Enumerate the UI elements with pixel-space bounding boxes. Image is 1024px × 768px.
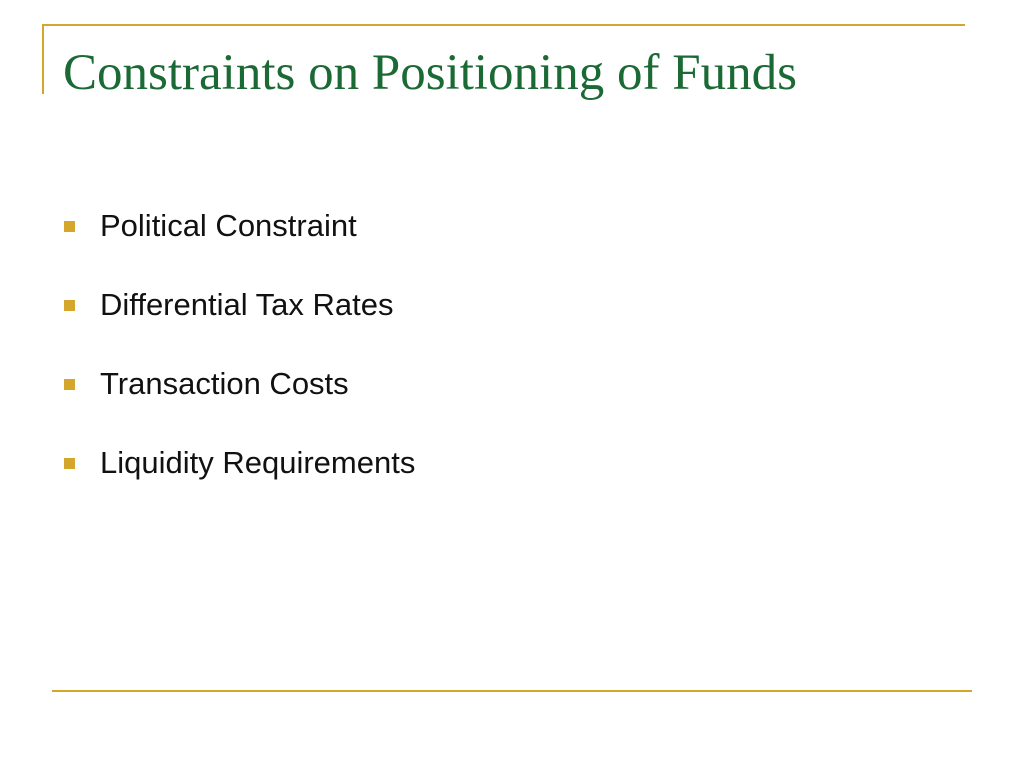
square-bullet-icon xyxy=(64,458,75,469)
slide-title: Constraints on Positioning of Funds xyxy=(63,45,797,101)
square-bullet-icon xyxy=(64,300,75,311)
bullet-text: Differential Tax Rates xyxy=(100,287,394,322)
square-bullet-icon xyxy=(64,221,75,232)
bullet-list xyxy=(64,200,415,516)
bullet-item-political-constraint xyxy=(64,200,415,252)
bullet-item-transaction-costs xyxy=(64,358,415,410)
bullet-item-liquidity-requirements xyxy=(64,437,415,489)
footer-divider xyxy=(52,690,972,692)
square-bullet-icon xyxy=(64,379,75,390)
title-frame-top-rule xyxy=(42,24,965,26)
bullet-text: Liquidity Requirements xyxy=(100,445,416,480)
title-frame-left-rule xyxy=(42,24,44,94)
bullet-text: Political Constraint xyxy=(100,208,357,243)
bullet-item-differential-tax-rates xyxy=(64,279,415,331)
bullet-text: Transaction Costs xyxy=(100,366,349,401)
